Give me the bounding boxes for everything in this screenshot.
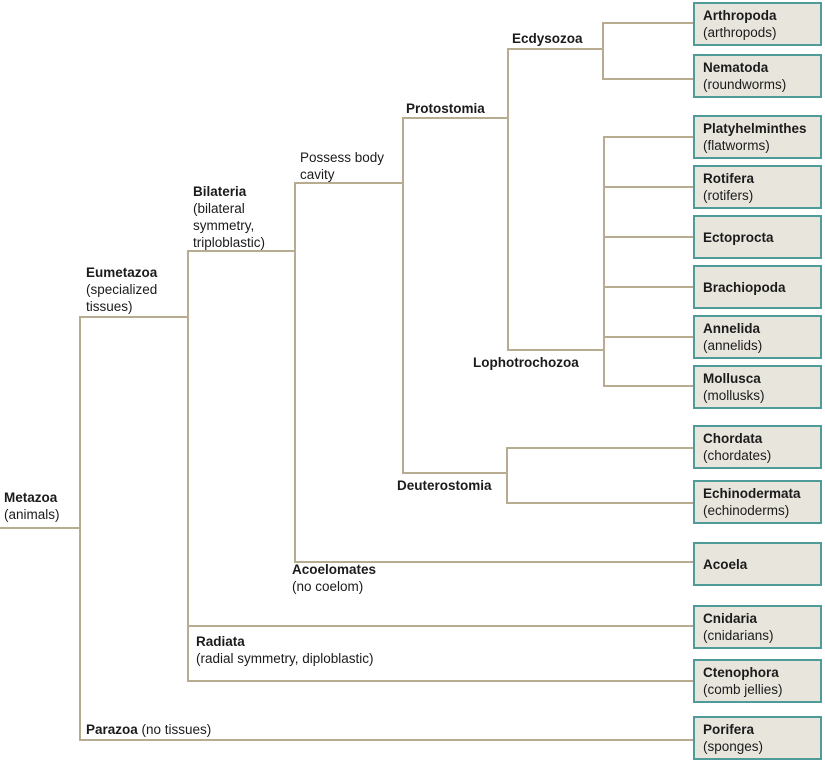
clade-label-text: (specialized: [86, 282, 158, 297]
taxon-name: Porifera: [703, 722, 755, 737]
clade-label-line: [292, 578, 376, 595]
branch-line-echinodermata-connector: [506, 502, 693, 504]
taxon-name: Ctenophora: [703, 665, 779, 680]
clade-label-line: [193, 217, 265, 234]
clade-label-text: tissues): [86, 299, 133, 314]
branch-line-porifera-connector: [79, 739, 693, 741]
clade-label-text: (radial symmetry, diploblastic): [196, 651, 374, 666]
clade-label-deuterostomia: [397, 477, 492, 494]
taxon-common-name: (mollusks): [703, 388, 765, 403]
branch-line-deuterostomia-trunk: [506, 447, 508, 504]
branch-line-ctenophora-connector: [187, 680, 693, 682]
taxon-name: Cnidaria: [703, 611, 758, 626]
taxon-common-name: (flatworms): [703, 138, 770, 153]
clade-label-text: Ecdysozoa: [512, 31, 583, 46]
taxon-common-name: (arthropods): [703, 25, 777, 40]
clade-label-text: (no coelom): [292, 579, 364, 594]
clade-label-text: Deuterostomia: [397, 478, 492, 493]
branch-line-ectoprocta-connector: [603, 236, 693, 238]
taxon-box-rotifera: [693, 165, 822, 209]
clade-label-text: Eumetazoa: [86, 265, 158, 280]
clade-label-parazoa: [86, 721, 211, 738]
branch-line-ecdysozoa-trunk: [602, 22, 604, 80]
clade-label-lophotrochozoa: [473, 354, 579, 371]
clade-label-protostomia: [406, 100, 485, 117]
branch-line-platyhelminthes-connector: [603, 136, 693, 138]
clade-label-text: Bilateria: [193, 184, 247, 199]
branch-line-rotifera-connector: [603, 186, 693, 188]
taxon-common-name: (chordates): [703, 448, 772, 463]
taxon-box-ctenophora: [693, 659, 822, 703]
clade-label-line: [196, 650, 374, 667]
branch-line-protostomia-trunk: [507, 48, 509, 351]
taxon-name: Nematoda: [703, 60, 769, 75]
branch-line-body-cavity-trunk: [402, 117, 404, 474]
taxon-name: Chordata: [703, 431, 763, 446]
clade-label-text: (animals): [4, 507, 60, 522]
taxon-name: Platyhelminthes: [703, 121, 807, 136]
branch-line-arthropoda-connector: [602, 22, 693, 24]
clade-label-text: Acoelomates: [292, 562, 377, 577]
taxon-name: Ectoprocta: [703, 229, 774, 245]
branch-line-mollusca-connector: [603, 385, 693, 387]
clade-label-line: [193, 183, 265, 200]
taxon-box-acoela: [693, 542, 822, 586]
taxon-box-cnidaria: [693, 605, 822, 649]
taxon-box-porifera: [693, 716, 822, 760]
taxon-common-name: (sponges): [703, 739, 764, 754]
taxon-box-echinodermata: [693, 480, 822, 524]
clade-label-bilateria: [193, 183, 265, 251]
taxon-name: Echinodermata: [703, 486, 801, 501]
clade-label-line: [193, 234, 265, 251]
taxon-name: Mollusca: [703, 371, 761, 386]
taxon-box-annelida: [693, 315, 822, 359]
clade-label-text: cavity: [300, 167, 335, 182]
taxon-common-name: (comb jellies): [703, 682, 783, 697]
clade-label-line: [4, 489, 60, 506]
taxon-box-nematoda: [693, 54, 822, 98]
clade-label-radiata: [196, 633, 374, 667]
clade-label-line: [300, 166, 384, 183]
clade-label-text: (no tissues): [141, 722, 212, 737]
clade-label-line: [292, 561, 376, 578]
clade-label-line: [196, 633, 374, 650]
clade-label-line: [4, 506, 60, 523]
clade-label-text: Radiata: [196, 634, 245, 649]
taxon-common-name: (echinoderms): [703, 503, 790, 518]
branch-line-lophotrochozoa-trunk: [603, 136, 605, 387]
branch-line-eumetazoa-trunk: [187, 250, 189, 682]
taxon-box-ectoprocta: [693, 215, 822, 259]
branch-line-annelida-connector: [603, 336, 693, 338]
clade-label-line: [86, 281, 157, 298]
branch-line-nematoda-connector: [602, 78, 693, 80]
clade-label-ecdysozoa: [512, 30, 583, 47]
taxon-box-chordata: [693, 425, 822, 469]
clade-label-line: [86, 721, 211, 738]
taxon-common-name: (rotifers): [703, 188, 754, 203]
clade-label-metazoa: [4, 489, 60, 523]
clade-label-text: symmetry,: [193, 218, 255, 233]
clade-label-line: [86, 264, 157, 281]
branch-line-lophotrochozoa-branch: [507, 349, 605, 351]
clade-label-possess-body-cavity: [300, 149, 384, 183]
clade-label-text: Protostomia: [406, 101, 485, 116]
branch-line-chordata-connector: [506, 447, 693, 449]
branch-line-metazoa-trunk: [79, 316, 81, 741]
clade-label-line: [473, 354, 579, 371]
branch-line-eumetazoa-branch: [79, 316, 189, 318]
clade-label-text: Possess body: [300, 150, 385, 165]
clade-label-line: [300, 149, 384, 166]
taxon-box-arthropoda: [693, 2, 822, 46]
clade-label-eumetazoa: [86, 264, 157, 315]
clade-label-line: [86, 298, 157, 315]
clade-label-text: triploblastic): [193, 235, 266, 250]
taxon-common-name: (cnidarians): [703, 628, 774, 643]
taxon-box-platyhelminthes: [693, 115, 822, 159]
taxon-box-brachiopoda: [693, 265, 822, 309]
clade-label-line: [406, 100, 485, 117]
clade-label-text: Parazoa: [86, 722, 142, 737]
taxon-name: Rotifera: [703, 171, 755, 186]
clade-label-acoelomates: [292, 561, 376, 595]
branch-line-ecdysozoa-branch: [507, 48, 604, 50]
taxon-box-mollusca: [693, 365, 822, 409]
branch-line-protostomia-branch: [402, 117, 509, 119]
clade-label-line: [512, 30, 583, 47]
clade-label-text: Lophotrochozoa: [473, 355, 579, 370]
branch-line-cnidaria-connector: [187, 625, 693, 627]
taxon-name: Acoela: [703, 556, 748, 572]
taxon-common-name: (annelids): [703, 338, 763, 353]
taxon-common-name: (roundworms): [703, 77, 787, 92]
clade-label-text: Metazoa: [4, 490, 58, 505]
branch-line-metazoa-stem: [0, 527, 81, 529]
clade-label-line: [193, 200, 265, 217]
taxon-name: Brachiopoda: [703, 279, 786, 295]
taxon-name: Arthropoda: [703, 8, 777, 23]
branch-line-deuterostomia-branch: [402, 472, 508, 474]
taxon-name: Annelida: [703, 321, 761, 336]
clade-label-line: [397, 477, 492, 494]
branch-line-bilateria-trunk: [294, 182, 296, 563]
clade-label-text: (bilateral: [193, 201, 245, 216]
branch-line-brachiopoda-connector: [603, 286, 693, 288]
